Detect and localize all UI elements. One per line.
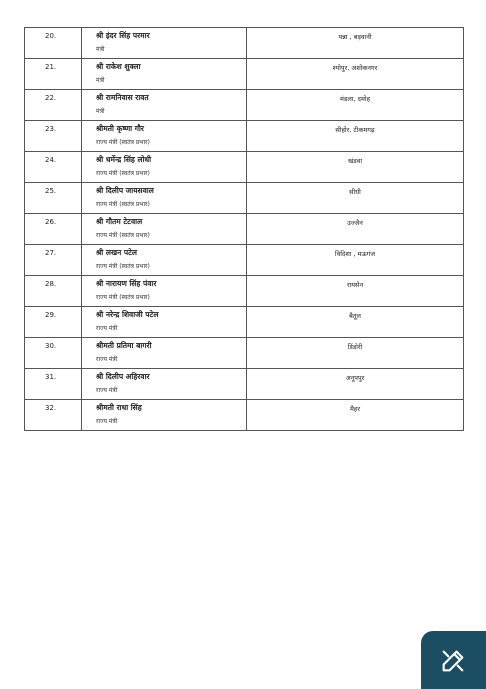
- district-cell: [247, 90, 464, 121]
- serial-number: 22.: [45, 94, 57, 102]
- serial-number: 28.: [45, 280, 57, 288]
- minister-role: राज्य मंत्री (स्वतंत्र प्रभार): [96, 232, 150, 239]
- minister-role: राज्य मंत्री (स्वतंत्र प्रभार): [96, 263, 150, 270]
- serial-number: 30.: [45, 342, 57, 350]
- minister-cell: [82, 121, 247, 152]
- minister-name: श्रीमती कृष्णा गौर: [96, 124, 144, 133]
- table-row: [25, 276, 464, 307]
- minister-name: श्री धर्मेन्द्र सिंह लोधी: [96, 155, 152, 164]
- minister-role: राज्य मंत्री: [96, 418, 118, 425]
- minister-name: श्री राकेश शुक्ला: [96, 62, 141, 71]
- edit-button[interactable]: [421, 631, 486, 689]
- minister-name: श्री गौतम टेटवाल: [96, 217, 143, 226]
- district-name: रायसेन: [346, 281, 364, 289]
- district-name: डिंडोरी: [347, 343, 363, 351]
- minister-role: मंत्री: [96, 46, 105, 53]
- minister-cell: [82, 90, 247, 121]
- minister-cell: [82, 152, 247, 183]
- serial-number: 27.: [45, 249, 57, 257]
- minister-name: श्रीमती प्रतिमा बागरी: [96, 341, 152, 350]
- table-row: [25, 121, 464, 152]
- table-row: [25, 245, 464, 276]
- serial-cell: [25, 307, 82, 338]
- district-cell: [247, 183, 464, 214]
- minister-cell: [82, 369, 247, 400]
- district-name: मैहर: [350, 405, 360, 413]
- minister-role: राज्य मंत्री (स्वतंत्र प्रभार): [96, 170, 150, 177]
- minister-name: श्री इंदर सिंह परमार: [96, 31, 150, 40]
- minister-name: श्री नारायण सिंह पंवार: [96, 279, 157, 288]
- table-row: [25, 400, 464, 431]
- district-cell: [247, 152, 464, 183]
- district-cell: [247, 307, 464, 338]
- minister-role: राज्य मंत्री: [96, 356, 118, 363]
- district-cell: [247, 400, 464, 431]
- district-name: सीधी: [349, 188, 361, 196]
- district-cell: [247, 121, 464, 152]
- serial-cell: [25, 276, 82, 307]
- minister-cell: [82, 338, 247, 369]
- serial-number: 24.: [45, 156, 57, 164]
- minister-cell: [82, 307, 247, 338]
- district-cell: [247, 59, 464, 90]
- district-cell: [247, 369, 464, 400]
- minister-cell: [82, 28, 247, 59]
- serial-cell: [25, 59, 82, 90]
- serial-cell: [25, 245, 82, 276]
- minister-cell: [82, 214, 247, 245]
- serial-cell: [25, 28, 82, 59]
- district-name: विदिशा , मऊगंज: [334, 250, 376, 258]
- district-cell: [247, 276, 464, 307]
- district-name: अनूपपुर: [345, 374, 365, 382]
- district-name: उज्जैन: [347, 219, 363, 227]
- minister-cell: [82, 183, 247, 214]
- table-body: [25, 28, 464, 431]
- edit-pen-icon: [445, 653, 467, 675]
- minister-cell: [82, 276, 247, 307]
- minister-role: राज्य मंत्री: [96, 325, 118, 332]
- serial-number: 20.: [45, 32, 57, 40]
- district-name: मंडला, दमोह: [339, 95, 371, 103]
- minister-name: श्री नरेन्द्र शिवाजी पटेल: [96, 310, 159, 319]
- table-row: [25, 152, 464, 183]
- minister-name: श्रीमती राधा सिंह: [96, 403, 142, 412]
- district-cell: [247, 338, 464, 369]
- serial-number: 31.: [45, 373, 57, 381]
- minister-name: श्री दिलीप अहिरवार: [96, 372, 150, 381]
- serial-cell: [25, 338, 82, 369]
- table-row: [25, 28, 464, 59]
- district-name: बैतूल: [349, 312, 361, 320]
- district-name: श्योपुर, अशोकनगर: [332, 64, 378, 72]
- serial-number: 25.: [45, 187, 57, 195]
- minister-name: श्री दिलीप जायसवाल: [96, 186, 154, 195]
- minister-role: मंत्री: [96, 77, 105, 84]
- minister-role: राज्य मंत्री: [96, 387, 118, 394]
- minister-role: राज्य मंत्री (स्वतंत्र प्रभार): [96, 139, 150, 146]
- serial-cell: [25, 152, 82, 183]
- district-name: सीहोर, टीकमगढ़: [335, 126, 375, 134]
- district-name: खंडवा: [347, 157, 363, 165]
- district-cell: [247, 214, 464, 245]
- table-row: [25, 338, 464, 369]
- minister-cell: [82, 400, 247, 431]
- table-row: [25, 90, 464, 121]
- district-name: पन्ना , बड़वानी: [338, 33, 372, 41]
- table-row: [25, 183, 464, 214]
- serial-cell: [25, 214, 82, 245]
- serial-cell: [25, 183, 82, 214]
- minister-table: [24, 27, 464, 431]
- table-row: [25, 369, 464, 400]
- serial-cell: [25, 400, 82, 431]
- table-row: [25, 59, 464, 90]
- minister-name: श्री रामनिवास रावत: [96, 93, 149, 102]
- minister-cell: [82, 245, 247, 276]
- minister-cell: [82, 59, 247, 90]
- district-cell: [247, 28, 464, 59]
- serial-number: 21.: [45, 63, 57, 71]
- district-cell: [247, 245, 464, 276]
- table-row: [25, 214, 464, 245]
- serial-number: 29.: [45, 311, 57, 319]
- minister-role: मंत्री: [96, 108, 105, 115]
- serial-cell: [25, 121, 82, 152]
- serial-number: 23.: [45, 125, 57, 133]
- serial-number: 26.: [45, 218, 57, 226]
- serial-number: 32.: [45, 404, 57, 412]
- serial-cell: [25, 90, 82, 121]
- minister-role: राज्य मंत्री (स्वतंत्र प्रभार): [96, 201, 150, 208]
- minister-role: राज्य मंत्री (स्वतंत्र प्रभार): [96, 294, 150, 301]
- serial-cell: [25, 369, 82, 400]
- minister-name: श्री लखन पटेल: [96, 248, 137, 257]
- table-row: [25, 307, 464, 338]
